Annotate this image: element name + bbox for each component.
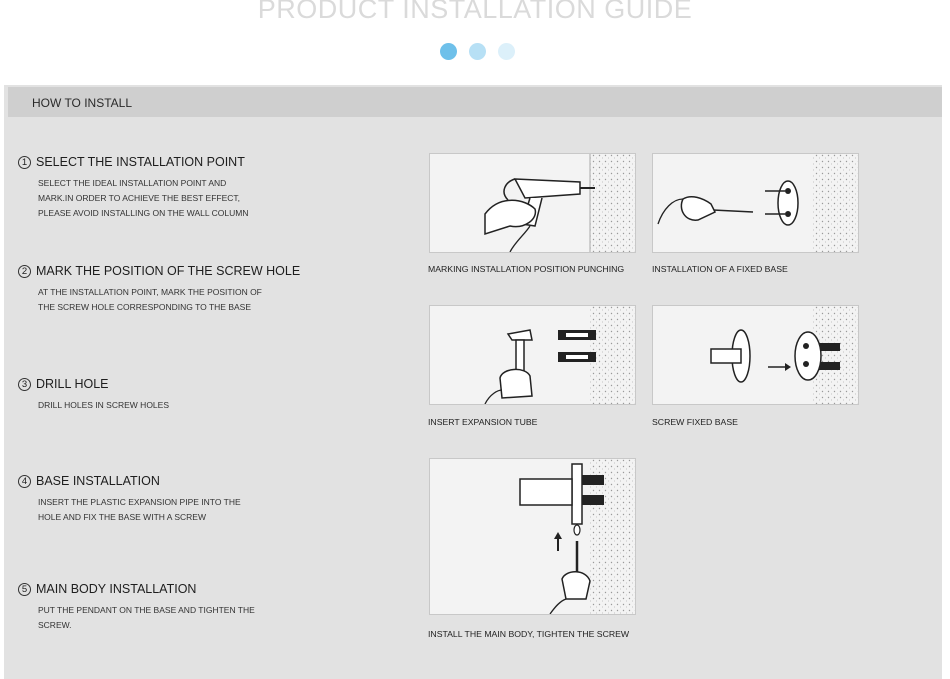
step-2: [18, 264, 318, 315]
step-number: 1: [18, 156, 31, 169]
step-description: INSERT THE PLASTIC EXPANSION PIPE INTO THE HOLE AND FIX THE BASE WITH A SCREW: [38, 497, 241, 522]
step-title: SELECT THE INSTALLATION POINT: [36, 155, 245, 169]
step-title: BASE INSTALLATION: [36, 474, 160, 488]
figure-caption: MARKING INSTALLATION POSITION PUNCHING: [428, 264, 625, 274]
step-number: 3: [18, 378, 31, 391]
figure-caption: SCREW FIXED BASE: [652, 417, 738, 427]
carousel-dot-1[interactable]: [440, 43, 457, 60]
panel-header-label: HOW TO INSTALL: [32, 96, 133, 110]
figure-expansion-tube: [429, 305, 636, 405]
step-description: SELECT THE IDEAL INSTALLATION POINT AND MARK.IN ORDER TO ACHIEVE THE BEST EFFECT, PLEASE AVOID INSTALLING ON THE WALL COLUMN: [38, 178, 249, 218]
carousel-dot-3[interactable]: [498, 43, 515, 60]
step-title: MARK THE POSITION OF THE SCREW HOLE: [36, 264, 301, 278]
base-plate-icon: [653, 306, 858, 404]
step-description: PUT THE PENDANT ON THE BASE AND TIGHTEN THE SCREW.: [38, 605, 255, 630]
figure-caption: INSERT EXPANSION TUBE: [428, 417, 538, 427]
step-description: AT THE INSTALLATION POINT, MARK THE POSITION OF THE SCREW HOLE CORRESPONDING TO THE BASE: [38, 287, 262, 312]
step-description: DRILL HOLES IN SCREW HOLES: [38, 400, 169, 410]
step-number: 4: [18, 475, 31, 488]
figure-caption: INSTALLATION OF A FIXED BASE: [652, 264, 788, 274]
step-1: [18, 155, 318, 221]
figure-caption: INSTALL THE MAIN BODY, TIGHTEN THE SCREW: [428, 629, 630, 639]
step-number: 2: [18, 265, 31, 278]
carousel-dots: [440, 43, 515, 60]
figure-fixed-base: [652, 153, 859, 253]
step-3: [18, 377, 318, 413]
step-title: MAIN BODY INSTALLATION: [36, 582, 197, 596]
figure-drilling: [429, 153, 636, 253]
step-number: 5: [18, 583, 31, 596]
step-4: [18, 474, 318, 525]
hammer-icon: [430, 306, 635, 404]
step-title: DRILL HOLE: [36, 377, 109, 391]
drill-icon: [430, 154, 635, 252]
install-guide-panel: [4, 85, 942, 679]
step-5: [18, 582, 318, 633]
figure-screw-base: [652, 305, 859, 405]
hex-key-icon: [430, 459, 635, 614]
screwdriver-icon: [653, 154, 858, 252]
page-title: PRODUCT INSTALLATION GUIDE: [257, 0, 693, 24]
carousel-dot-2[interactable]: [469, 43, 486, 60]
panel-header: [8, 87, 942, 117]
figure-main-body: [429, 458, 636, 615]
